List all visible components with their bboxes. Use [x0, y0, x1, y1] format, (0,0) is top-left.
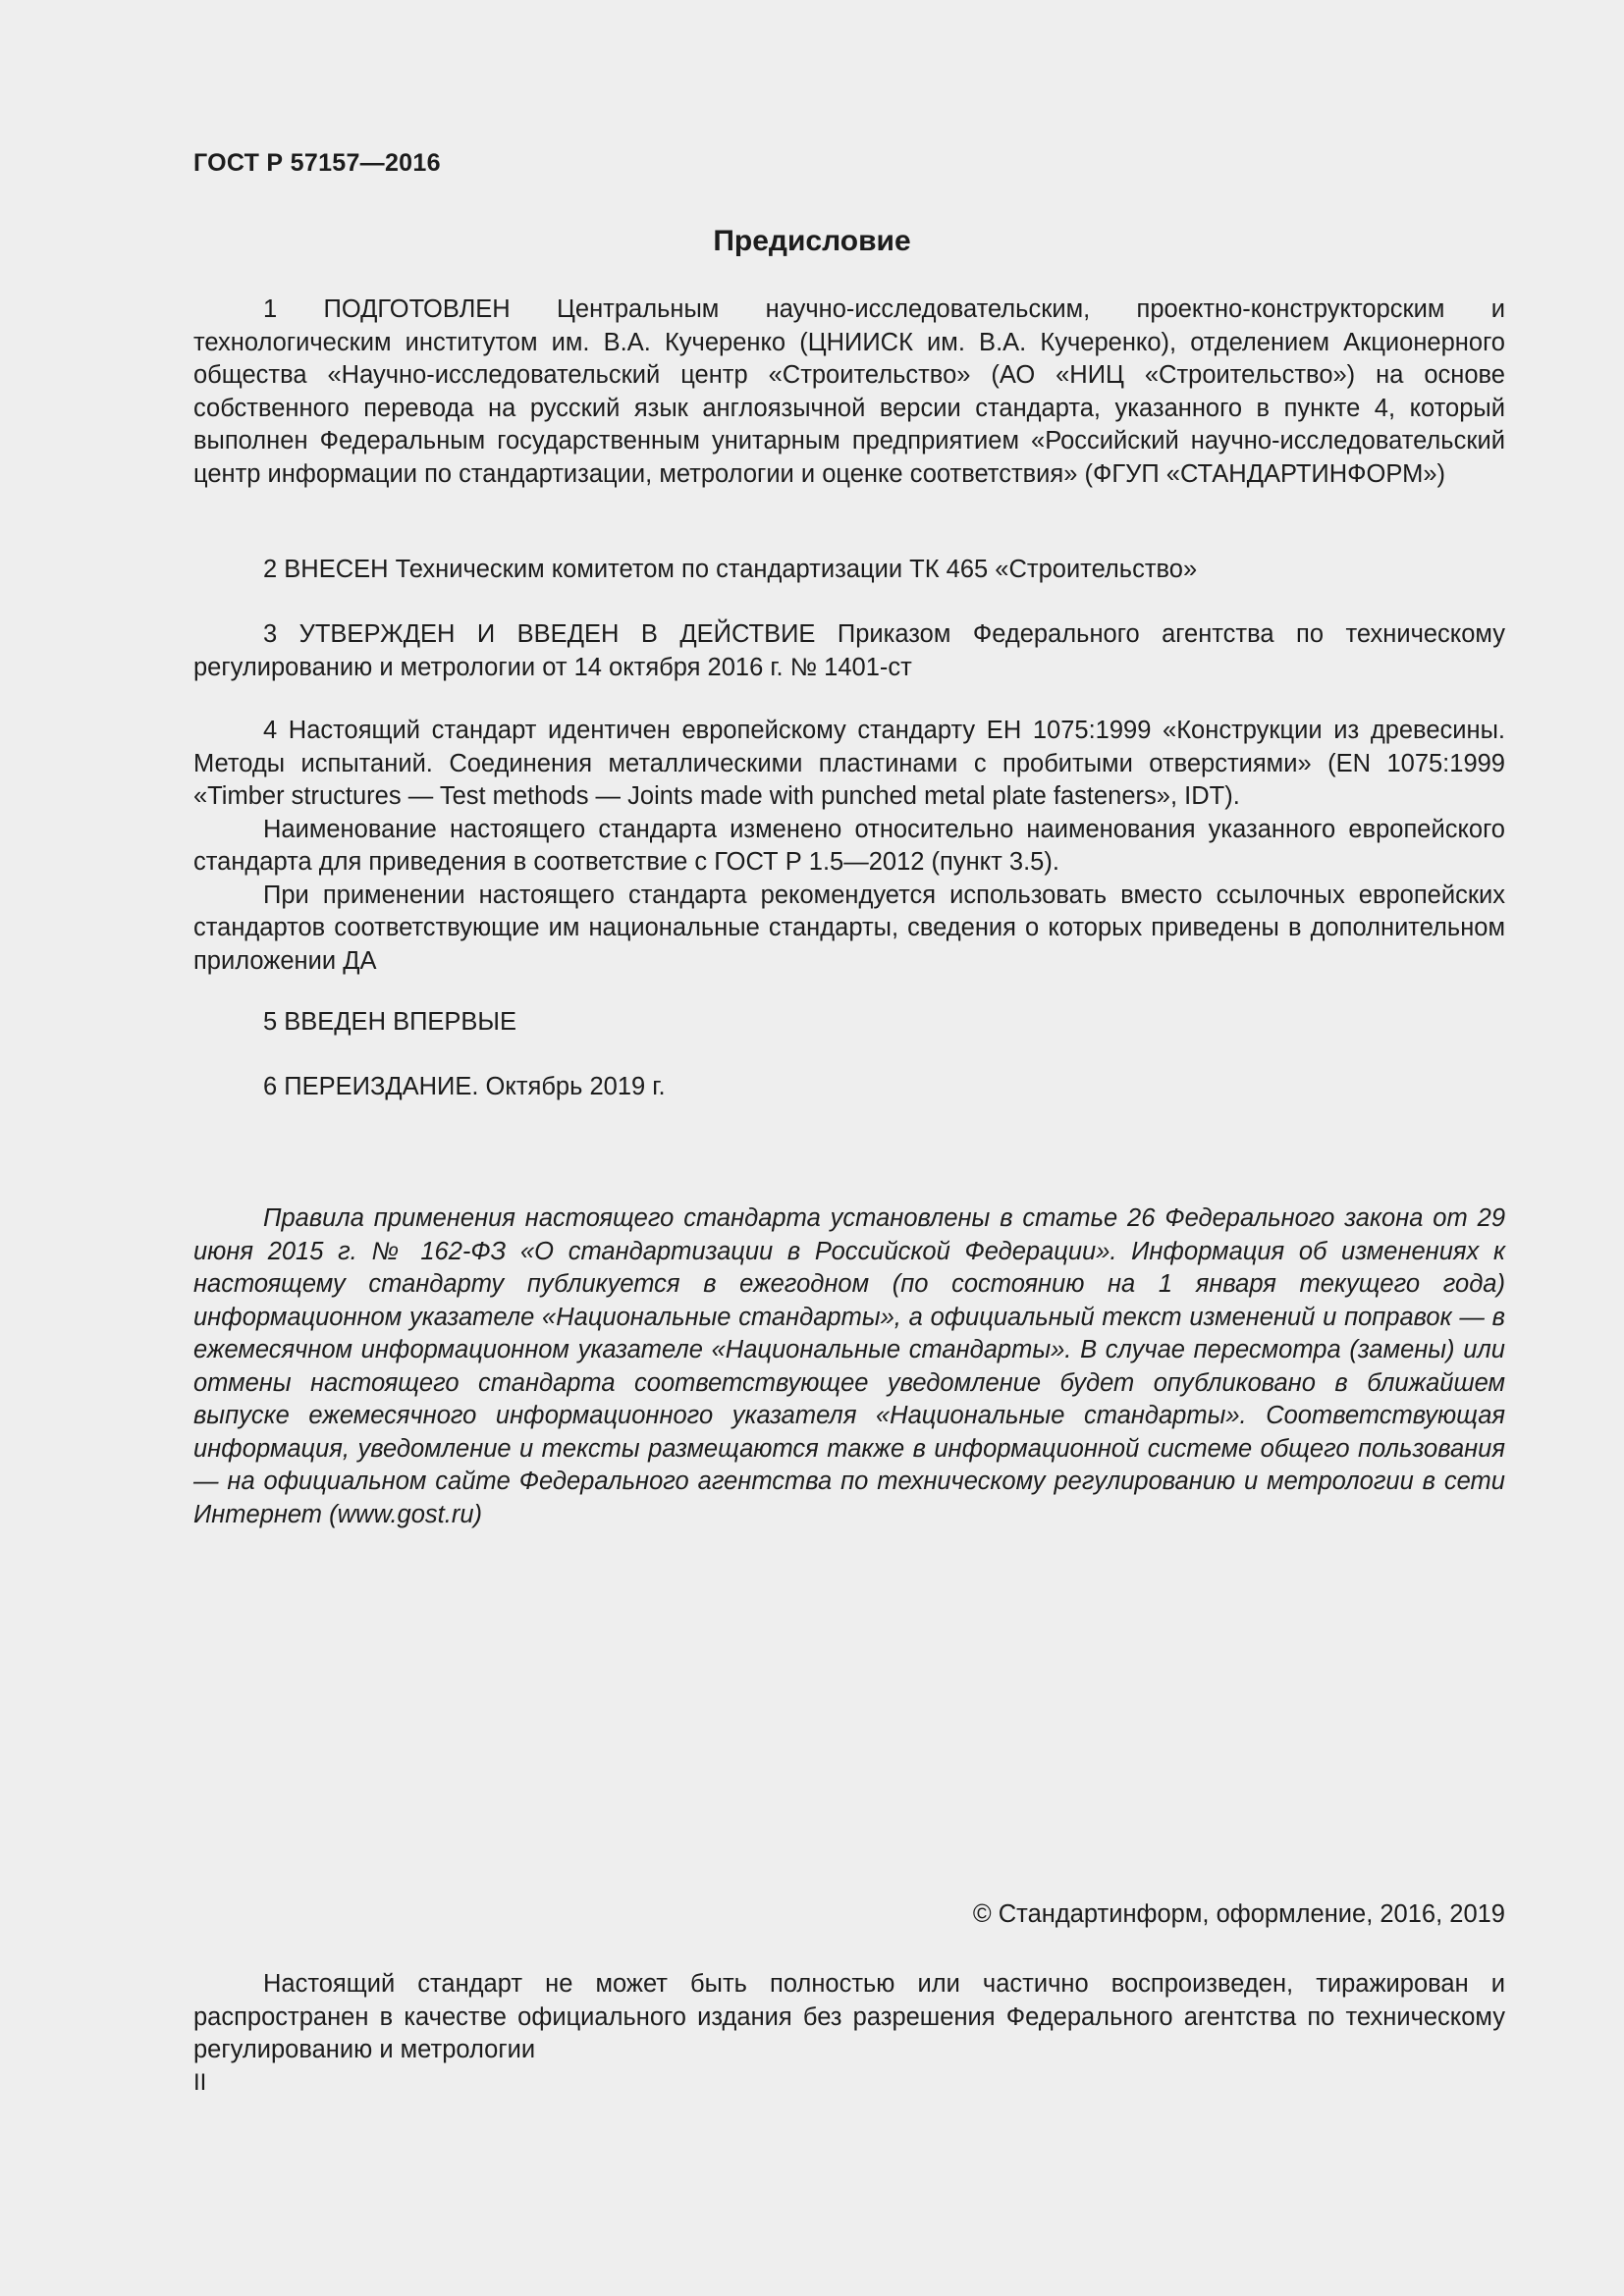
foreword-item-1-text: 1 ПОДГОТОВЛЕН Центральным научно-исследовательским, проектно-конструкторским и технологическим институтом им. В.А. Кучеренко (ЦНИИСК им. В.А. Кучеренко), отделением Акционерного общества «Научно-исследовательский центр «Строительство» (АО «НИЦ «Строительство») на основе собственного перевода на русский язык англоязычной версии стандарта, указанного в пункте 4, который выполнен Федеральным государственным унитарным предприятием «Российский научно-исследовательский центр информации по стандартизации, метрологии и оценке соответствия» (ФГУП «СТАНДАРТИНФОРМ»): [193, 295, 1505, 488]
foreword-item-6-text: 6 ПЕРЕИЗДАНИЕ. Октябрь 2019 г.: [263, 1073, 666, 1100]
application-rules-notice: [193, 1202, 1505, 1531]
foreword-item-4-paragraph-3: При применении настоящего стандарта рекомендуется использовать вместо ссылочных европейских стандартов соответствующие им национальные стандарты, сведения о которых приведены в дополнительном приложении ДА: [193, 881, 1505, 975]
reproduction-notice-text: Настоящий стандарт не может быть полностью или частично воспроизведен, тиражирован и распространен в качестве официального издания без разрешения Федерального агентства по техническому регулированию и метрологии: [193, 1970, 1505, 2063]
foreword-item-4-paragraph-1: 4 Настоящий стандарт идентичен европейскому стандарту ЕН 1075:1999 «Конструкции из древесины. Методы испытаний. Соединения металлическими пластинами с пробитыми отверстиями» (EN 1075:1999 «Timber structures — Test methods — Joints made with punched metal plate fasteners», IDT).: [193, 717, 1505, 810]
foreword-item-1: [193, 294, 1505, 491]
foreword-item-4: [193, 715, 1505, 978]
foreword-item-3-text: 3 УТВЕРЖДЕН И ВВЕДЕН В ДЕЙСТВИЕ Приказом Федерального агентства по техническому регулированию и метрологии от 14 октября 2016 г. № 1401-ст: [193, 620, 1505, 681]
copyright-line: © Стандартинформ, оформление, 2016, 2019: [972, 1900, 1505, 1928]
document-code: ГОСТ Р 57157—2016: [193, 149, 441, 177]
application-rules-text: Правила применения настоящего стандарта установлены в статье 26 Федерального закона от 29 июня 2015 г. № 162-ФЗ «О стандартизации в Российской Федерации». Информация об изменениях к настоящему стандарту публикуется в ежегодном (по состоянию на 1 января текущего года) информационном указателе «Национальные стандарты», а официальный текст изменений и поправок — в ежемесячном информационном указателе «Национальные стандарты». В случае пересмотра (замены) или отмены настоящего стандарта соответствующее уведомление будет опубликовано в ближайшем выпуске ежемесячного информационного указателя «Национальные стандарты». Соответствующая информация, уведомление и тексты размещаются также в информационной системе общего пользования — на официальном сайте Федерального агентства по техническому регулированию и метрологии в сети Интернет (www.gost.ru): [193, 1204, 1505, 1528]
foreword-item-2-text: 2 ВНЕСЕН Техническим комитетом по стандартизации ТК 465 «Строительство»: [263, 556, 1198, 583]
foreword-item-2: [193, 554, 1505, 587]
page-number: II: [193, 2069, 207, 2096]
foreword-item-5-text: 5 ВВЕДЕН ВПЕРВЫЕ: [263, 1008, 517, 1036]
foreword-item-4-paragraph-2: Наименование настоящего стандарта изменено относительно наименования указанного европейского стандарта для приведения в соответствие с ГОСТ Р 1.5—2012 (пункт 3.5).: [193, 815, 1505, 876]
foreword-item-3: [193, 618, 1505, 684]
foreword-item-6: [193, 1071, 1505, 1104]
reproduction-notice: [193, 1968, 1505, 2067]
page-title: Предисловие: [713, 225, 911, 257]
foreword-item-5: [193, 1006, 1505, 1040]
